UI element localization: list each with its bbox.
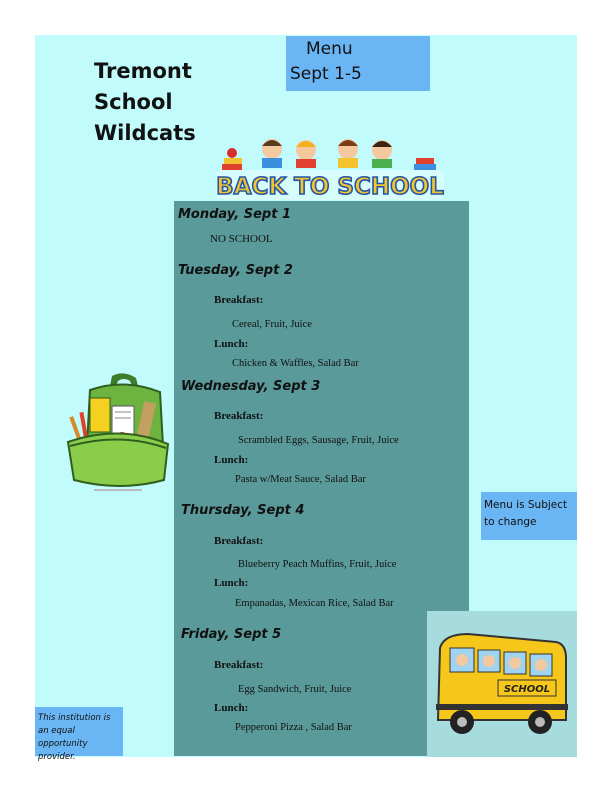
banner-text: BACK TO SCHOOL — [216, 174, 444, 200]
subject-to-change-text: Menu is Subject to change — [484, 499, 568, 528]
tuesday-breakfast-label: Breakfast: — [214, 294, 264, 306]
monday-note: NO SCHOOL — [210, 233, 273, 245]
friday-lunch-label: Lunch: — [214, 702, 249, 714]
equal-opportunity-note — [35, 707, 123, 762]
back-to-school-banner-image — [214, 134, 446, 202]
bus-text: SCHOOL — [503, 684, 551, 695]
subject-to-change-note — [481, 492, 577, 540]
thursday-breakfast: Blueberry Peach Muffins, Fruit, Juice — [238, 559, 397, 570]
thursday-lunch-label: Lunch: — [214, 577, 249, 589]
day-title-tuesday: Tuesday, Sept 2 — [178, 263, 293, 278]
friday-lunch: Pepperoni Pizza , Salad Bar — [235, 722, 352, 733]
friday-breakfast-label: Breakfast: — [214, 659, 264, 671]
school-name-line-3: Wildcats — [94, 121, 196, 145]
thursday-lunch: Empanadas, Mexican Rice, Salad Bar — [235, 598, 394, 609]
menu-title-box — [286, 36, 430, 91]
thursday-breakfast-label: Breakfast: — [214, 535, 264, 547]
wednesday-lunch-label: Lunch: — [214, 454, 249, 466]
equal-opportunity-text: This institution is an equal opportunity provider. — [38, 713, 111, 762]
menu-dates: Sept 1-5 — [290, 64, 362, 84]
tuesday-lunch-label: Lunch: — [214, 338, 249, 350]
tuesday-lunch: Chicken & Waffles, Salad Bar — [232, 358, 359, 369]
backpack-image — [60, 372, 175, 494]
day-title-wednesday: Wednesday, Sept 3 — [181, 379, 321, 394]
day-title-friday: Friday, Sept 5 — [181, 627, 282, 642]
wednesday-breakfast-label: Breakfast: — [214, 410, 264, 422]
wednesday-lunch: Pasta w/Meat Sauce, Salad Bar — [235, 474, 366, 485]
school-name-line-2: School — [94, 90, 173, 114]
tuesday-breakfast: Cereal, Fruit, Juice — [232, 319, 312, 330]
friday-breakfast: Egg Sandwich, Fruit, Juice — [238, 684, 352, 695]
day-title-monday: Monday, Sept 1 — [178, 207, 292, 222]
school-name-line-1: Tremont — [94, 59, 192, 83]
menu-title: Menu — [306, 39, 353, 59]
school-bus-image — [428, 628, 573, 743]
day-title-thursday: Thursday, Sept 4 — [181, 503, 305, 518]
wednesday-breakfast: Scrambled Eggs, Sausage, Fruit, Juice — [238, 435, 399, 446]
